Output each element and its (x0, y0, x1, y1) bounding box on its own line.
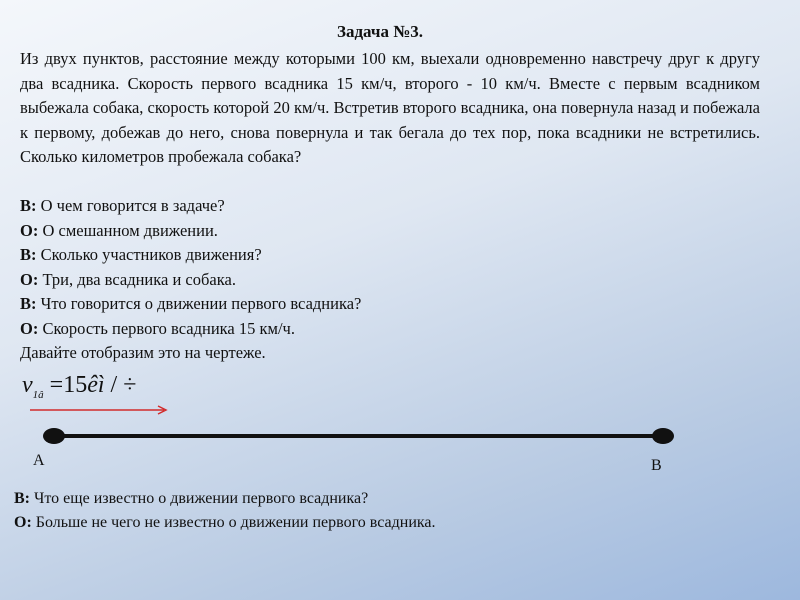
formula-rest: / ÷ (104, 372, 137, 398)
dialog-text: О чем говорится в задаче? (36, 196, 225, 215)
point-a-dot (43, 428, 65, 444)
dialog-text: О смешанном движении. (38, 220, 218, 240)
answer-tag: О: (14, 514, 32, 531)
problem-text: Из двух пунктов, расстояние между которыми 100 км, выехали одновременно навстречу друг к другу два всадника. Скорость первого всадника 15 км/ч, второго - 10 км/ч. Вместе с первым всадником выбежала собака, скорость которой 20 км/ч. Встретив второго всадника, она повернула назад и побежала к первому, добежав до него, снова повернула и так бегала до тех пор, пока всадники не встретились. Сколько километров пробежала собака? (20, 49, 760, 166)
dialog-text: Что еще известно о движении первого всадника? (30, 490, 369, 507)
question-tag: В: (14, 490, 30, 507)
dialog-text: Что говорится о движении первого всадника? (36, 294, 362, 313)
dialog-text: Больше не чего не известно о движении первого всадника. (31, 514, 436, 531)
dialog-text: Сколько участников движения? (36, 245, 262, 264)
point-a-label: A (33, 452, 45, 469)
bottom-answer (14, 511, 774, 535)
formula-variable: v (22, 372, 33, 398)
dialog-line-6 (20, 317, 760, 342)
velocity-formula (22, 372, 136, 401)
point-b-label: B (651, 457, 662, 474)
formula-unit: êì (87, 372, 105, 398)
dialog-line-5 (20, 292, 760, 317)
dialog-line-3 (20, 243, 760, 268)
closing-line: Давайте отобразим это на чертеже. (20, 343, 266, 362)
formula-equals: =15 (43, 372, 88, 398)
question-tag: В: (20, 245, 37, 264)
answer-tag: О: (20, 318, 39, 338)
dialog-line-1 (20, 194, 760, 219)
answer-tag: О: (20, 220, 39, 240)
dialog-text: Скорость первого всадника 15 км/ч. (38, 318, 295, 338)
question-tag: В: (20, 196, 37, 215)
dialog-line-4 (20, 268, 760, 293)
distance-track (30, 420, 690, 454)
formula-subscript: 1â (32, 389, 44, 401)
slide-title: Задача №3. (336, 22, 424, 41)
bottom-question (14, 487, 774, 511)
dialog-line-2 (20, 219, 760, 244)
point-b-dot (652, 428, 674, 444)
direction-arrow (28, 402, 173, 418)
answer-tag: О: (20, 269, 39, 289)
question-tag: В: (20, 294, 37, 313)
dialog-text: Три, два всадника и собака. (38, 269, 236, 289)
